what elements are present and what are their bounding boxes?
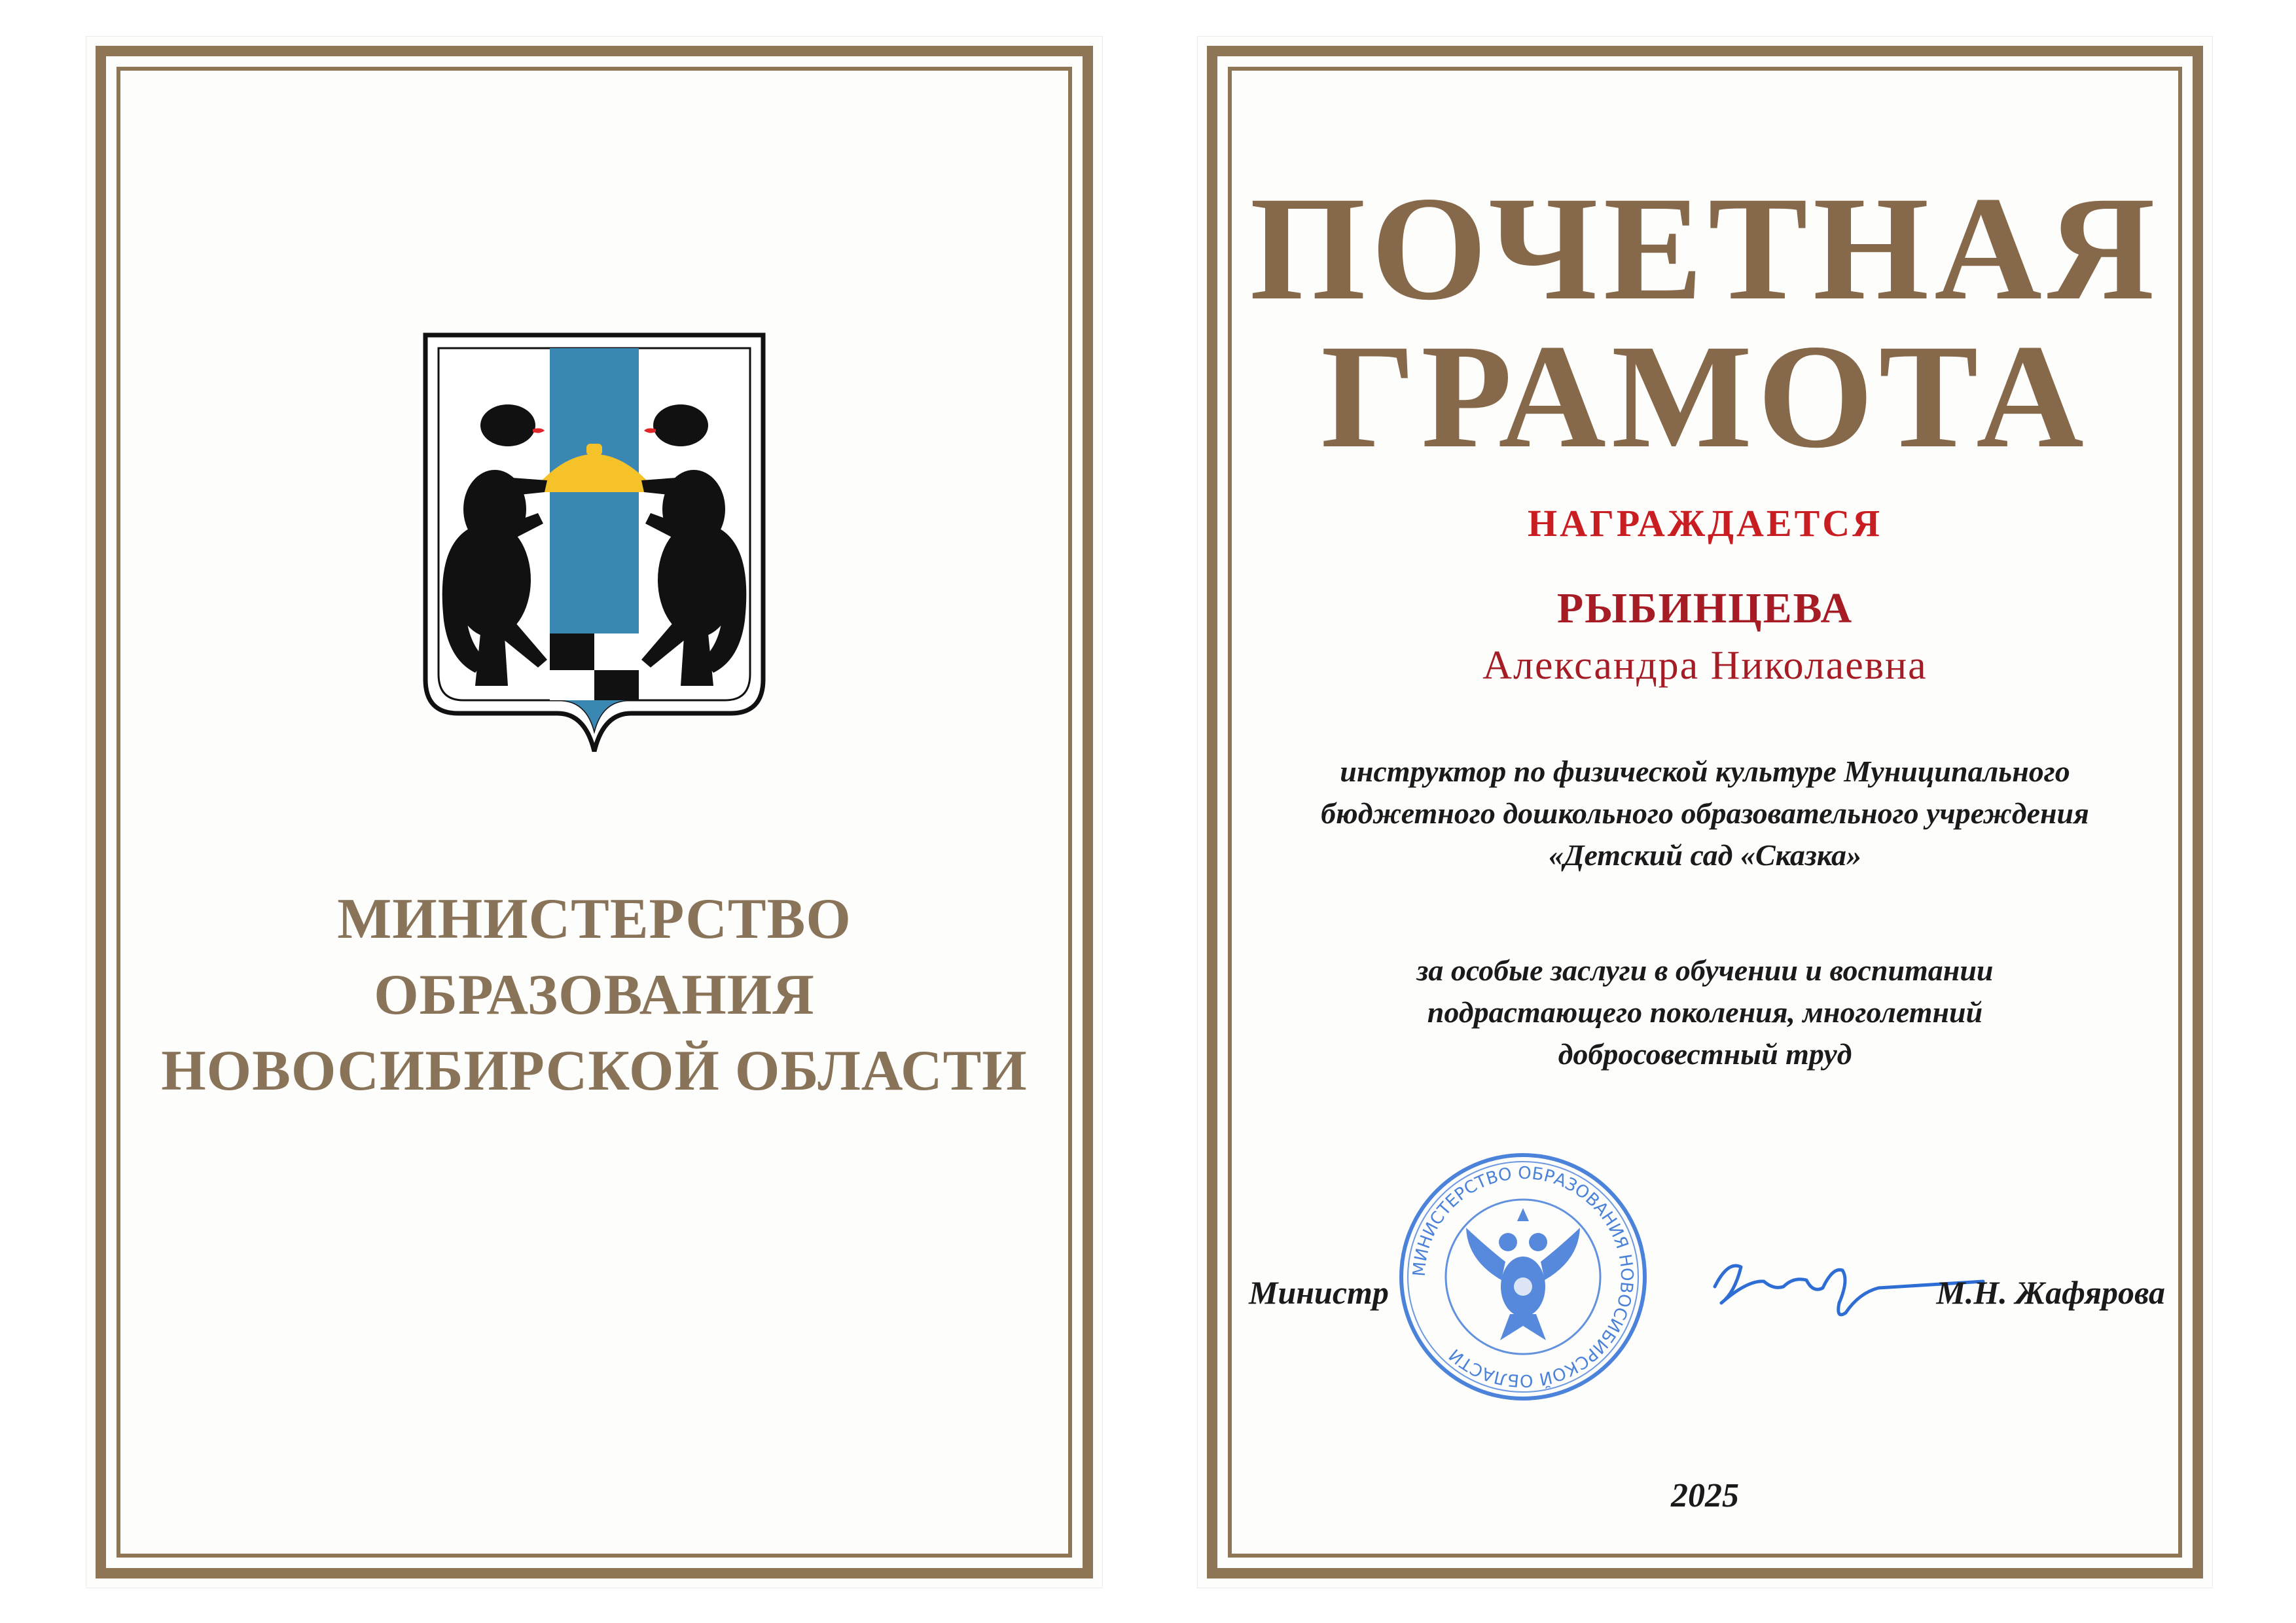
certificate-award-page bbox=[1198, 37, 2212, 1588]
merit-text-line: подрастающего поколения, многолетний bbox=[1427, 995, 1983, 1029]
awarded-heading: НАГРАЖДАЕТСЯ bbox=[1527, 502, 1883, 544]
recipient-surname: РЫБИНЦЕВА bbox=[1556, 584, 1854, 632]
inner-gold-frame bbox=[117, 67, 1072, 1558]
ministry-title-line: НОВОСИБИРСКОЙ ОБЛАСТИ bbox=[161, 1039, 1028, 1103]
certificate-title-line: ГРАМОТА bbox=[1321, 314, 2089, 479]
certificate-cover-page bbox=[86, 37, 1102, 1588]
position-text-line: инструктор по физической культуре Муниципального bbox=[1340, 755, 2070, 788]
recipient-name: Александра Николаевна bbox=[1482, 643, 1928, 688]
position-text-line: «Детский сад «Сказка» bbox=[1549, 838, 1861, 872]
coat-of-arms-icon bbox=[423, 332, 766, 784]
award-year: 2025 bbox=[1671, 1477, 1739, 1514]
seal-text: МИНИСТЕРСТВО ОБРАЗОВАНИЯ НОВОСИБИРСКОЙ ОБЛАСТИ bbox=[1409, 1163, 1637, 1391]
merit-text-line: добросовестный труд bbox=[1558, 1037, 1852, 1071]
ministry-title-line: ОБРАЗОВАНИЯ bbox=[374, 963, 815, 1027]
position-text-line: бюджетного дошкольного образовательного учреждения bbox=[1321, 796, 2089, 830]
merit-text-line: за особые заслуги в обучении и воспитании bbox=[1416, 954, 1994, 987]
signature-label: Министр bbox=[1249, 1274, 1389, 1311]
official-seal-icon bbox=[1395, 1149, 1651, 1404]
signatory-name: М.Н. Жафярова bbox=[1936, 1274, 2165, 1311]
certificate-title-line: ПОЧЕТНАЯ bbox=[1249, 166, 2161, 331]
ministry-title-line: МИНИСТЕРСТВО bbox=[337, 887, 852, 951]
